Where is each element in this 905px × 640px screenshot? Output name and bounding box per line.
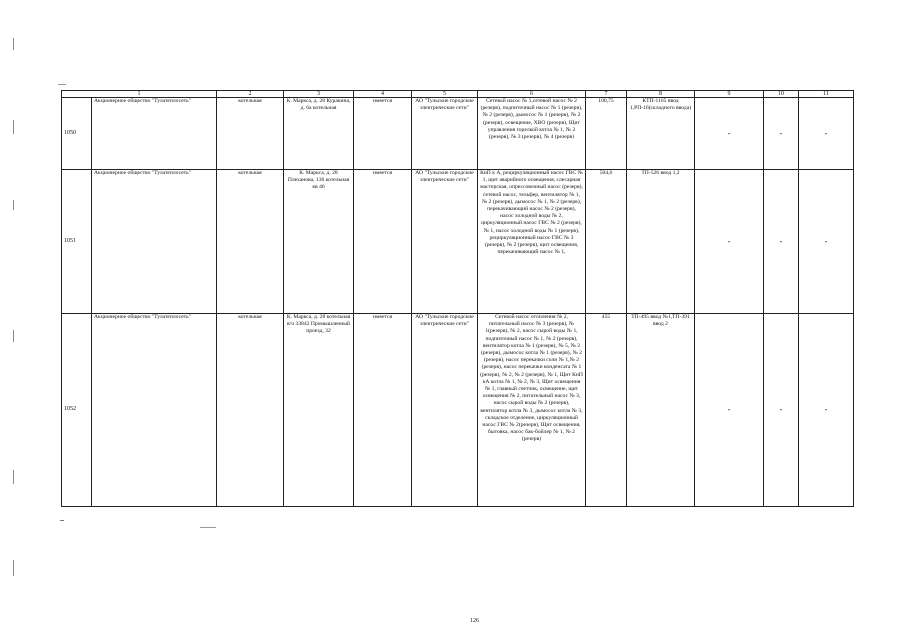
header-cell: 3	[284, 91, 354, 98]
margin-tick	[13, 470, 14, 484]
header-cell: 1	[62, 91, 217, 98]
address-cell: К. Маркса, д. 28 котельная в/ч 33842 Промышленный проезд, 32	[284, 314, 354, 507]
margin-tick	[13, 200, 14, 210]
equipment-cell: Сетевой насос № 1,сетевой насос № 2 (резерв), подпиточный насос № 1 (резерв), № 2 (резерв), дымосос № 1 (резерв), № 2 (резерв), освещение, ХВО (резерв), Щит управления горелкой котла № 1, № 2 (резерв), № 3 (резерв), № 4 (резерв)	[478, 98, 586, 170]
substation-cell: ТП-526 ввод 1,2	[627, 170, 695, 314]
register-table	[61, 90, 854, 507]
organization-cell: Акционерное общество "Тулатеплосеть"	[92, 98, 217, 170]
equipment-cell: КнП к А, рециркуляционный насос ГВС № 1, щит аварийного освещения, слесарная мастерская, опрессовочный насос (резерв), сетевой насос, тельфер, вентилятор № 1, № 2 (резерв), дымосос № 1, № 2 (резерв), перекачивающий насос № 2 (резерв), насос холодной воды № 2, циркуляционный насос ГВС № 2 (резерв), № 1, насос холодной воды № 1 (резерв), рециркуляционный насос ГВС № 3 (резерв), № 2 (резерв), щит освещения, перекачивающий насос № 1,	[478, 170, 586, 314]
object-type-cell: котельная	[217, 98, 284, 170]
object-type-cell: котельная	[217, 170, 284, 314]
availability-cell: имеется	[354, 170, 412, 314]
col9-cell: -	[695, 98, 764, 170]
col11-cell: -	[799, 314, 854, 507]
crop-mark	[58, 84, 66, 85]
header-cell: 6	[478, 91, 586, 98]
address-cell: К. Маркса, д. 28 Куракина, д. 6а котельная	[284, 98, 354, 170]
header-cell: 10	[764, 91, 799, 98]
row-number: 1051	[62, 170, 92, 314]
crop-mark	[200, 527, 216, 528]
table-row	[62, 170, 854, 314]
row-number: 1050	[62, 98, 92, 170]
organization-cell: Акционерное общество "Тулатеплосеть"	[92, 314, 217, 507]
substation-cell: ТП-495 ввод №1,ТП-391 ввод 2	[627, 314, 695, 507]
margin-tick	[13, 120, 14, 134]
column-number-row	[62, 91, 854, 98]
power-cell: 504,6	[586, 170, 627, 314]
col10-cell: -	[764, 314, 799, 507]
table-row	[62, 98, 854, 170]
header-cell: 11	[799, 91, 854, 98]
availability-cell: имеется	[354, 314, 412, 507]
header-cell: 7	[586, 91, 627, 98]
page-number: 126	[470, 618, 479, 624]
address-cell: К. Маркса, д. 28 Плеханова, 136 котельная кв 46	[284, 170, 354, 314]
col11-cell: -	[799, 98, 854, 170]
grid-company-cell: АО "Тульские городские электрические сети"	[412, 170, 478, 314]
col10-cell: -	[764, 98, 799, 170]
col11-cell: -	[799, 170, 854, 314]
equipment-cell: Сетевой насос отопления № 2, питательный насос № 3 (резерв), № 1(резерв), № 2, насос сырой воды № 1, подпиточный насос № 1, № 2 (резерв), вентилятор котла № 1 (резерв), № 5, № 2 (резерв), дымосос котла № 1 (резерв), № 2 (резерв), насос перекачки соли № 1,№ 2 (резерв), насос перекачки конденсата № 1 (резерв), № 2, № 2 (резерв), № 1, Щит КнП кА котла № 1, № 2, № 3, Щит освещения № 1, главный счетчик, освещение, щит освещения № 2, питательный насос № 3, насос сырой воды № 2 (резерв), вентилятор котла № 3, дымосос котла № 3, складское отделение, циркуляционный насос ГВС № 2(резерв), Щит освещения, бытовка, насос бак-бойлер № 1, № 2 (резерв)	[478, 314, 586, 507]
header-cell: 9	[695, 91, 764, 98]
organization-cell: Акционерное общество "Тулатеплосеть"	[92, 170, 217, 314]
availability-cell: имеется	[354, 98, 412, 170]
header-cell: 2	[217, 91, 284, 98]
grid-company-cell: АО "Тульские городские электрические сети"	[412, 98, 478, 170]
header-cell: 5	[412, 91, 478, 98]
col9-cell: -	[695, 314, 764, 507]
margin-tick	[13, 38, 14, 50]
margin-tick	[13, 560, 14, 576]
header-cell: 8	[627, 91, 695, 98]
table-row	[62, 314, 854, 507]
col9-cell: -	[695, 170, 764, 314]
margin-tick	[13, 330, 14, 342]
header-cell: 4	[354, 91, 412, 98]
scan-speck	[60, 520, 64, 521]
col10-cell: -	[764, 170, 799, 314]
power-cell: 100,75	[586, 98, 627, 170]
object-type-cell: котельная	[217, 314, 284, 507]
row-number: 1052	[62, 314, 92, 507]
power-cell: 455	[586, 314, 627, 507]
substation-cell: КТП-1165 ввод 1,РП-16(складного ввода)	[627, 98, 695, 170]
grid-company-cell: АО "Тульские городские электрические сети"	[412, 314, 478, 507]
